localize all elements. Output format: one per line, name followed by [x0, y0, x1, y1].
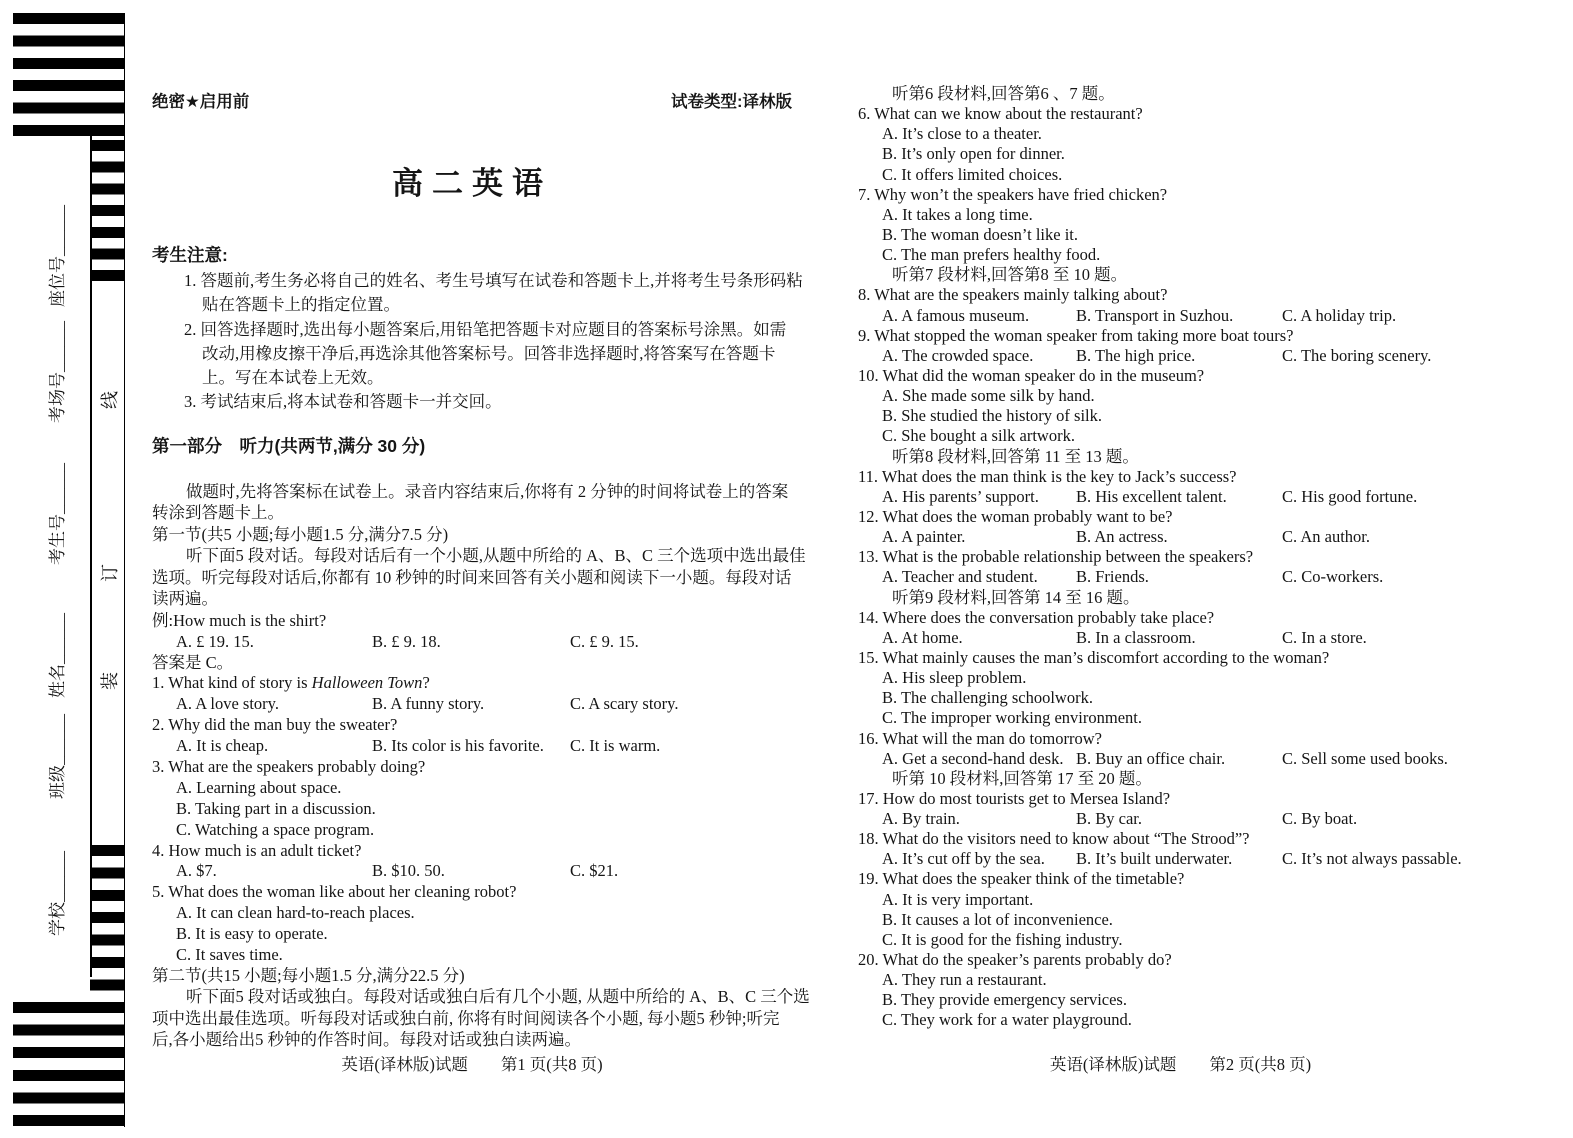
option-text: B. $10. 50. — [372, 861, 445, 881]
question-text: 14. Where does the conversation probably take place? — [858, 607, 1215, 627]
option-text: C. $21. — [570, 861, 619, 881]
option-row — [858, 486, 1506, 509]
text-part: ? — [422, 673, 430, 693]
notice-item: 1. 答题前,考生务必将自己的姓名、考生号填写在试卷和答题卡上,并将考生号条形码粘 — [184, 271, 803, 290]
option-text: C. It is warm. — [570, 736, 661, 756]
binding-rule-inner — [90, 135, 92, 977]
footer-page-2: 英语(译林版)试题 第2 页(共8 页) — [1049, 1055, 1312, 1074]
option-text: B. It’s only open for dinner. — [882, 144, 1065, 164]
option-text: C. Sell some used books. — [1282, 748, 1448, 768]
option-text: B. By car. — [1076, 809, 1142, 829]
question-text: 8. What are the speakers mainly talking about? — [858, 285, 1168, 305]
option-row — [152, 863, 797, 884]
listening-cue: 听第8 段材料,回答第 11 至 13 题。 — [892, 446, 1139, 466]
option-text: A. A love story. — [176, 694, 279, 714]
question-text: 18. What do the visitors need to know about “The Strood”? — [858, 829, 1250, 849]
option-text: C. It saves time. — [176, 945, 283, 965]
option-text: B. An actress. — [1076, 527, 1168, 547]
listening-cue: 听第 10 段材料,回答第 17 至 20 题。 — [892, 768, 1152, 788]
option-row — [858, 529, 1506, 549]
listening-cue: 听第6 段材料,回答第6 、7 题。 — [892, 84, 1115, 103]
student-info-field: 姓名______ — [48, 613, 67, 698]
question-text: 9. What stopped the woman speaker from taking more boat tours? — [858, 325, 1294, 345]
instruction: 读两遍。 — [152, 589, 218, 609]
question-text: 11. What does the man think is the key to Jack’s success? — [858, 466, 1237, 486]
binding-char: 装 — [100, 672, 120, 690]
option-text: A. The crowded space. — [882, 345, 1034, 365]
option-text: A. $7. — [176, 861, 217, 881]
option-row — [858, 569, 1506, 589]
option-text: B. His excellent talent. — [1076, 486, 1227, 506]
question-text: 16. What will the man do tomorrow? — [858, 728, 1102, 748]
option-text: C. His good fortune. — [1282, 486, 1418, 506]
option-text: C. By boat. — [1282, 809, 1358, 829]
option-row — [152, 696, 797, 717]
student-info-field: 考场号______ — [48, 321, 67, 423]
option-text: B. She studied the history of silk. — [882, 406, 1102, 426]
question-text: 5. What does the woman like about her cleaning robot? — [152, 882, 517, 902]
option-text: A. By train. — [882, 809, 960, 829]
option-text: B. It causes a lot of inconvenience. — [882, 909, 1113, 929]
question-text: 15. What mainly causes the man’s discomfort according to the woman? — [858, 647, 1330, 667]
page-1-column — [152, 245, 810, 1054]
binding-line-label — [96, 376, 118, 716]
option-text: B. The challenging schoolwork. — [882, 688, 1093, 708]
option-text: C. In a store. — [1282, 627, 1367, 647]
option-text: C. A holiday trip. — [1282, 305, 1397, 325]
instruction: 选项。听完每段对话后,你都有 10 秒钟的时间来回答有关小题和阅读下一小题。每段对话 — [152, 567, 792, 587]
option-text: B. In a classroom. — [1076, 627, 1196, 647]
question-text — [152, 675, 797, 696]
registration-marks-top — [13, 13, 124, 136]
option-text: B. Buy an office chair. — [1076, 748, 1226, 768]
option-text: C. The boring scenery. — [1282, 345, 1432, 365]
option-text: B. The woman doesn’t like it. — [882, 224, 1078, 244]
question-text: 20. What do the speaker’s parents probably do? — [858, 950, 1172, 970]
instruction: 转涂到答题卡上。 — [152, 503, 284, 523]
option-text: A. It’s close to a theater. — [882, 124, 1042, 144]
footer-page-1: 英语(译林版)试题 第1 页(共8 页) — [341, 1055, 603, 1074]
option-row — [858, 748, 1506, 771]
question-text: 12. What does the woman probably want to be? — [858, 506, 1173, 526]
option-text: B. The high price. — [1076, 345, 1196, 365]
notice-item-cont: 改动,用橡皮擦干净后,再选涂其他答案标号。回答非选择题时,将答案写在答题卡 — [202, 343, 776, 363]
option-text: B. Transport in Suzhou. — [1076, 305, 1234, 325]
option-text: A. It can clean hard-to-reach places. — [176, 903, 415, 923]
option-text: A. It’s cut off by the sea. — [882, 849, 1045, 869]
option-text: C. A scary story. — [570, 694, 679, 714]
option-text: B. It is easy to operate. — [176, 924, 328, 944]
option-row — [858, 305, 1506, 328]
notice-item-cont: 上。写在本试卷上无效。 — [202, 368, 384, 388]
notice-heading: 考生注意: — [152, 245, 228, 265]
option-text: A. Teacher and student. — [882, 567, 1038, 587]
listening-cue: 听第9 段材料,回答第 14 至 16 题。 — [892, 587, 1140, 607]
option-text: B. Its color is his favorite. — [372, 736, 544, 756]
option-text: A. It is very important. — [882, 889, 1034, 909]
binding-char: 线 — [100, 391, 120, 409]
option-text: A. A painter. — [882, 527, 966, 547]
option-row — [858, 811, 1506, 831]
option-text: C. It’s not always passable. — [1282, 849, 1462, 869]
question-text: 17. How do most tourists get to Mersea Island? — [858, 788, 1171, 808]
option-text: A. Get a second-hand desk. — [882, 748, 1064, 768]
security-label: 绝密★启用前 — [152, 93, 250, 111]
option-row — [152, 631, 797, 655]
option-text: B. £ 9. 18. — [372, 631, 441, 651]
option-text: B. It’s built underwater. — [1076, 849, 1233, 869]
question-text: 7. Why won’t the speakers have fried chicken? — [858, 184, 1168, 204]
instruction: 听下面5 段对话。每段对话后有一个小题,从题中所给的 A、B、C 三个选项中选出最佳 — [186, 546, 806, 566]
paper-type-label: 试卷类型:译林版 — [671, 93, 792, 111]
page-header — [152, 88, 792, 110]
option-row — [858, 851, 1506, 871]
option-text: A. She made some silk by hand. — [882, 386, 1095, 406]
question-text: 6. What can we know about the restaurant? — [858, 104, 1143, 124]
option-row — [858, 345, 1506, 368]
option-text: C. It is good for the fishing industry. — [882, 929, 1123, 949]
registration-marks-bottom — [13, 1002, 124, 1127]
option-text: A. They run a restaurant. — [882, 970, 1047, 990]
timing-marks-bottom — [90, 845, 124, 1001]
subsection-heading: 第一节(共5 小题;每小题1.5 分,满分7.5 分) — [152, 524, 449, 544]
binding-rule-outer — [124, 13, 126, 1127]
option-text: B. A funny story. — [372, 694, 485, 714]
option-text: A. At home. — [882, 627, 963, 647]
page-2-column — [858, 86, 1506, 1033]
option-text: C. Watching a space program. — [176, 819, 375, 839]
student-info-field: 学校______ — [48, 851, 67, 936]
notice-item: 3. 考试结束后,将本试卷和答题卡一并交回。 — [184, 392, 502, 412]
question-text: 3. What are the speakers probably doing? — [152, 757, 426, 777]
text-part: 1. What kind of story is — [152, 673, 312, 693]
question-text: 19. What does the speaker think of the timetable? — [858, 869, 1185, 889]
student-info-field: 考生号______ — [48, 463, 67, 565]
notice-item: 2. 回答选择题时,选出每小题答案后,用铅笔把答题卡对应题目的答案标号涂黑。如需 — [184, 319, 787, 339]
question-text: 4. How much is an adult ticket? — [152, 840, 362, 860]
student-info-fields — [43, 186, 67, 966]
section-heading: 第一部分 听力(共两节,满分 30 分) — [152, 435, 426, 456]
question-text: 10. What did the woman speaker do in the museum? — [858, 365, 1205, 385]
option-text: A. A famous museum. — [882, 305, 1030, 325]
listening-cue: 听第7 段材料,回答第8 至 10 题。 — [892, 265, 1128, 285]
text-part: Halloween Town — [311, 673, 423, 693]
option-text: C. An author. — [1282, 527, 1371, 547]
option-text: C. They work for a water playground. — [882, 1010, 1132, 1030]
option-text: A. His parents’ support. — [882, 486, 1039, 506]
option-text: A. Learning about space. — [176, 777, 342, 797]
instruction: 做题时,先将答案标在试卷上。录音内容结束后,你将有 2 分钟的时间将试卷上的答案 — [186, 481, 789, 501]
question-text: 2. Why did the man buy the sweater? — [152, 715, 398, 735]
option-text: A. His sleep problem. — [882, 668, 1027, 688]
instruction: 听下面5 段对话或独白。每段对话或独白后有几个小题, 从题中所给的 A、B、C 三个选 — [186, 987, 810, 1007]
option-text: A. It is cheap. — [176, 736, 269, 756]
question-text: 13. What is the probable relationship between the speakers? — [858, 547, 1254, 567]
option-text: A. £ 19. 15. — [176, 631, 254, 651]
option-text: B. Taking part in a discussion. — [176, 798, 376, 818]
option-text: A. It takes a long time. — [882, 204, 1033, 224]
subsection-heading: 第二节(共15 小题;每小题1.5 分,满分22.5 分) — [152, 965, 465, 985]
instruction: 后,各小题给出5 秒钟的作答时间。每段对话或独白读两遍。 — [152, 1030, 581, 1050]
example-question: 例:How much is the shirt? — [152, 610, 327, 630]
option-row — [858, 627, 1506, 650]
notice-item-cont: 贴在答题卡上的指定位置。 — [202, 295, 400, 315]
instruction: 项中选出最佳选项。听每段对话或独白前, 你将有时间阅读各个小题, 每小题5 秒钟;听完 — [152, 1008, 780, 1028]
binding-char: 订 — [100, 564, 120, 582]
option-text: C. It offers limited choices. — [882, 164, 1063, 184]
option-text: C. £ 9. 15. — [570, 631, 639, 651]
student-info-field: 座位号______ — [48, 205, 67, 307]
option-text: C. Co-workers. — [1282, 567, 1384, 587]
option-text: C. She bought a silk artwork. — [882, 426, 1075, 446]
option-text: B. Friends. — [1076, 567, 1149, 587]
option-text: B. They provide emergency services. — [882, 990, 1127, 1010]
option-text: C. The man prefers healthy food. — [882, 245, 1101, 265]
example-answer: 答案是 C。 — [152, 652, 234, 672]
option-row — [152, 738, 797, 759]
exam-title: 高二英语 — [392, 166, 552, 201]
student-info-field: 班级______ — [48, 714, 67, 799]
timing-marks-top — [90, 140, 124, 282]
option-text: C. The improper working environment. — [882, 708, 1142, 728]
